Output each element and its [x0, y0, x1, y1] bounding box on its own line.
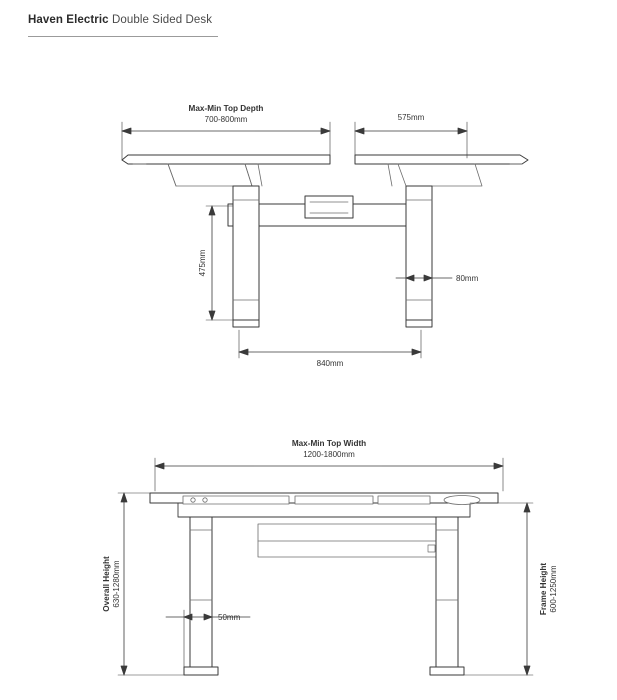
- product-name: Double Sided Desk: [111, 14, 213, 26]
- label-overall-height: Overall Height: [102, 556, 111, 612]
- label-max-min-top-depth: Max-Min Top Depth: [188, 104, 264, 113]
- value-second-depth: 575mm: [397, 113, 425, 122]
- value-top-depth: 700-800mm: [204, 115, 248, 124]
- value-overall-height: 630-1280mm: [112, 560, 121, 608]
- product-brand: Haven Electric: [28, 14, 109, 26]
- value-column-width: 80mm: [456, 274, 479, 283]
- label-frame-height: Frame Height: [539, 562, 548, 616]
- value-frame-height: 600-1250mm: [549, 565, 558, 613]
- front-frame: [178, 503, 470, 557]
- dim-second-depth: [355, 122, 467, 158]
- left-desktop-brackets: [168, 164, 262, 186]
- dim-overall-height: [118, 493, 184, 675]
- value-foot-span: 840mm: [316, 359, 344, 368]
- dim-frame-height: [464, 503, 533, 675]
- value-foot-offset: 50mm: [218, 613, 241, 622]
- left-column: [233, 186, 259, 327]
- right-desktop-profile: [355, 155, 528, 164]
- front-left-leg: [184, 517, 218, 675]
- right-column: [406, 186, 432, 327]
- dim-top-width: [155, 458, 503, 491]
- right-desktop-brackets: [388, 164, 482, 186]
- value-top-width: 1200-1800mm: [303, 450, 355, 459]
- left-desktop-profile: [122, 155, 330, 164]
- dim-top-depth: [122, 122, 330, 160]
- value-leg-height: 475mm: [198, 249, 207, 277]
- dim-foot-span: [239, 330, 421, 358]
- dim-column-width: [396, 275, 452, 281]
- label-max-min-top-width: Max-Min Top Width: [291, 439, 367, 448]
